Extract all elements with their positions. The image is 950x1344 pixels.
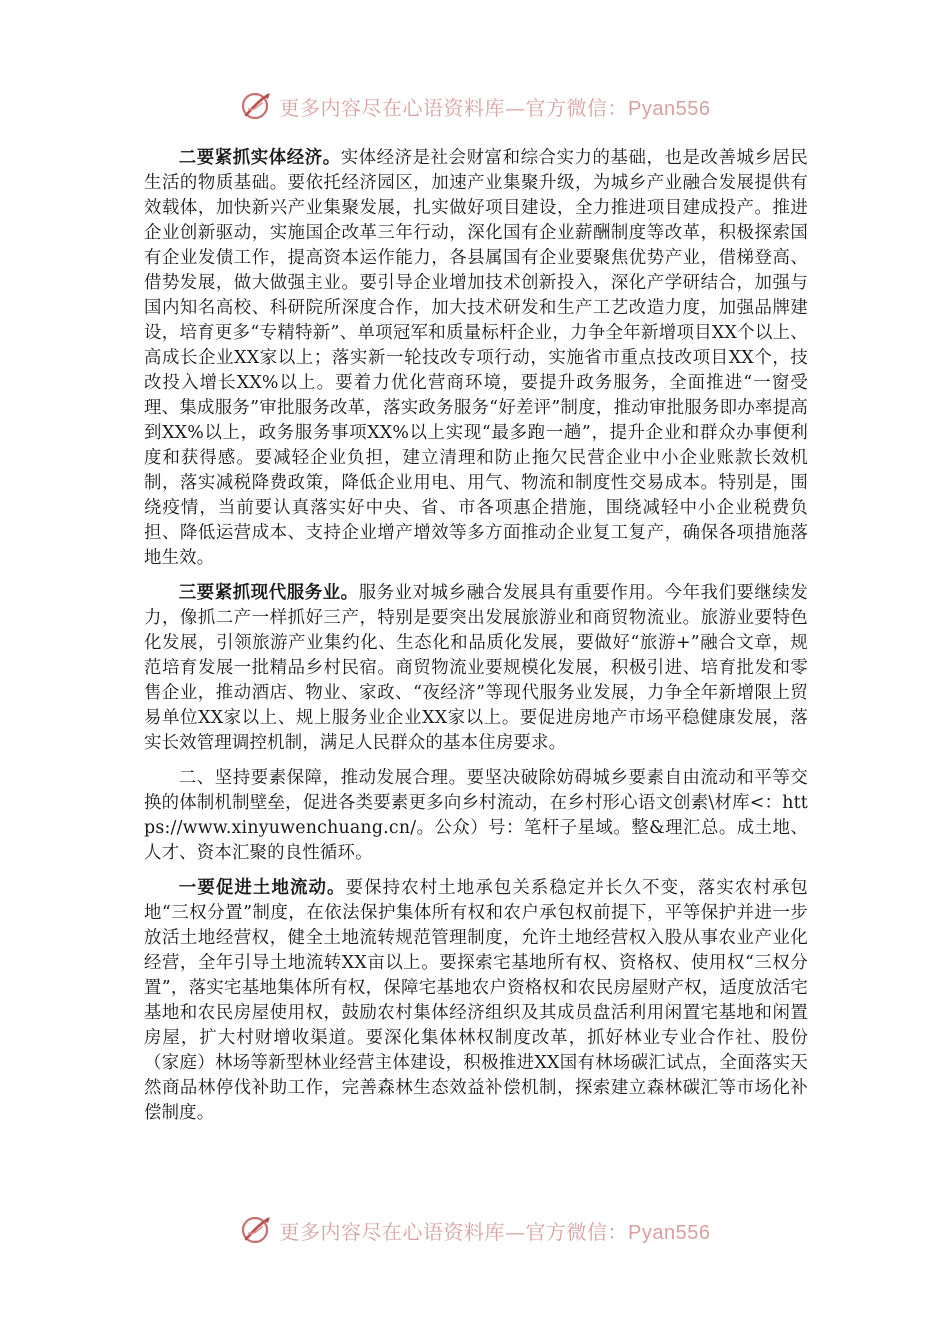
signature-pen-logo-icon (240, 89, 274, 123)
header-banner (0, 86, 950, 126)
paragraph-factor-guarantee (144, 766, 808, 866)
paragraph-entity-economy (144, 146, 808, 571)
header-banner-text: 更多内容尽在心语资料库—官方微信：Pyan556 (279, 95, 711, 120)
footer-banner-text: 更多内容尽在心语资料库—官方微信：Pyan556 (279, 1219, 711, 1244)
paragraph-modern-services (144, 581, 808, 756)
paragraph-text: 二、坚持要素保障，推动发展合理。要坚决破除妨碍城乡要素自由流动和平等交换的体制机制壁垒，促进各类要素更多向乡村流动，在乡村形心语文创素\材库<：https://www.xinyuwenchuang.cn/。公众）号：笔杆子星域。整&理汇总。成土地、人才、资本汇聚的良性循环。 (144, 768, 808, 863)
footer-wechat-id: Pyan556 (628, 1221, 711, 1244)
paragraph-land-circulation (144, 876, 808, 1126)
footer-banner (0, 1210, 950, 1250)
signature-pen-logo-icon (240, 1213, 274, 1247)
paragraph-text: 服务业对城乡融合发展具有重要作用。今年我们要继续发力，像抓二产一样抓好三产，特别是要突出发展旅游业和商贸物流业。旅游业要特色化发展，引领旅游产业集约化、生态化和品质化发展，要做好“旅游+”融合文章，规范培育发展一批精品乡村民宿。商贸物流业要规模化发展，积极引进、培育批发和零售企业，推动酒店、物业、家政、“夜经济”等现代服务业发展，力争全年新增限上贸易单位XX家以上、规上服务业企业XX家以上。要促进房地产市场平稳健康发展，落实长效管理调控机制，满足人民群众的基本住房要求。 (144, 583, 808, 753)
paragraph-heading: 二要紧抓实体经济。 (178, 148, 341, 168)
paragraph-text: 实体经济是社会财富和综合实力的基础，也是改善城乡居民生活的物质基础。要依托经济园区，加速产业集聚升级，为城乡产业融合发展提供有效载体，加快新兴产业集聚发展，扎实做好项目建设，全力推进项目建成投产。推进企业创新驱动，实施国企改革三年行动，深化国有企业薪酬制度等改革，积极探索国有企业发债工作，提高资本运作能力，各县属国有企业要聚焦优势产业，借梯登高、借势发展，做大做强主业。要引导企业增加技术创新投入，深化产学研结合，加强与国内知名高校、科研院所深度合作，加大技术研发和生产工艺改造力度，加强品牌建设，培育更多“专精特新”、单项冠军和质量标杆企业，力争全年新增项目XX个以上、高成长企业XX家以上；落实新一轮技改专项行动，实施省市重点技改项目XX个，技改投入增长XX%以上。要着力优化营商环境，要提升政务服务，全面推进“一窗受理、集成服务”审批服务改革，落实政务服务“好差评”制度，推动审批服务即办率提高到XX%以上，政务服务事项XX%以上实现“最多跑一趟”，提升企业和群众办事便利度和获得感。要减轻企业负担，建立清理和防止拖欠民营企业中小企业账款长效机制，落实减税降费政策，降低企业用电、用气、物流和制度性交易成本。特别是，围绕疫情，当前要认真落实好中央、省、市各项惠企措施，围绕减轻中小企业税费负担、降低运营成本、支持企业增产增效等多方面推动企业复工复产，确保各项措施落地生效。 (144, 148, 809, 568)
paragraph-heading: 三要紧抓现代服务业。 (178, 583, 359, 603)
paragraph-text: 要保持农村土地承包关系稳定并长久不变，落实农村承包地“三权分置”制度，在依法保护集体所有权和农户承包权前提下，平等保护并进一步放活土地经营权，健全土地流转规范管理制度，允许土地经营权入股从事农业产业化经营，全年引导土地流转XX亩以上。要探索宅基地所有权、资格权、使用权“三权分置”，落实宅基地集体所有权，保障宅基地农户资格权和农民房屋财产权，适度放活宅基地和农民房屋使用权，鼓励农村集体经济组织及其成员盘活利用闲置宅基地和闲置房屋，扩大村财增收渠道。要深化集体林权制度改革，抓好林业专业合作社、股份（家庭）林场等新型林业经营主体建设，积极推进XX国有林场碳汇试点，全面落实天然商品林停伐补助工作，完善森林生态效益补偿机制，探索建立森林碳汇等市场化补偿制度。 (144, 878, 808, 1123)
paragraph-heading: 一要促进土地流动。 (178, 878, 346, 898)
header-wechat-id: Pyan556 (628, 97, 711, 120)
document-body (144, 146, 808, 1136)
